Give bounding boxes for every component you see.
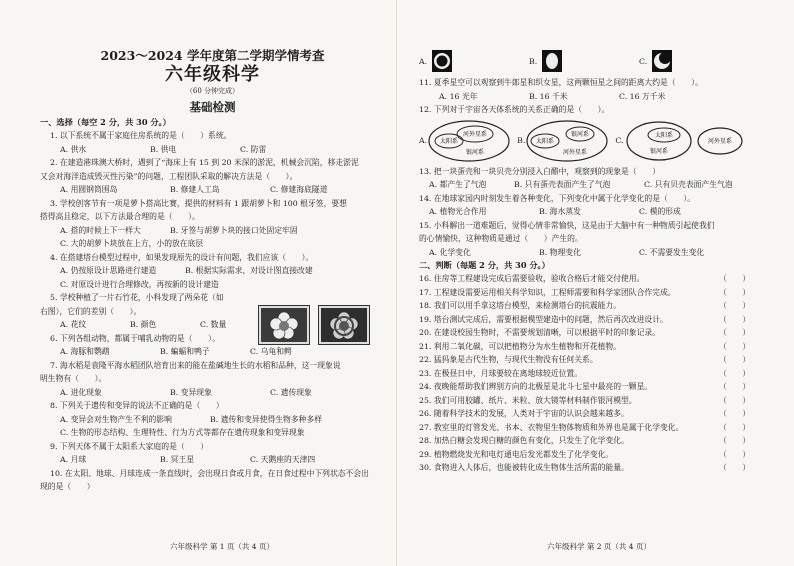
q12c-solar-label: 太阳系 (654, 131, 673, 139)
judge-27-text: 27. 教室里的灯管发光、书本、衣物里生物体物质和外界也是属于化学变化。 (419, 422, 684, 432)
question-6: 6. 下列各组动物，都属于哺乳动物的是（ ）。 (50, 333, 220, 343)
q10-option-b-label: B. (529, 56, 538, 66)
judge-23-text: 23. 在极昼日中，月球要较在离地球较近位置。 (419, 368, 583, 378)
judge-item (419, 448, 776, 462)
judge-21-text: 21. 利用二氧化碳，可以把植物分为水生植物和开花植物。 (419, 341, 622, 351)
judge-item (419, 286, 776, 300)
q12-option-b-label: B. (517, 136, 526, 145)
time-note: （60 分钟完成） (185, 87, 240, 95)
q5-option-b: B. 颜色 (130, 320, 157, 329)
judge-item (419, 340, 776, 354)
q12a-milky-label: 银河系 (466, 148, 485, 156)
question-9-options (40, 453, 385, 467)
question-10-line2: 现的是（ ） (40, 482, 95, 491)
page-footer-1: 六年级科学 第 1 页（共 4 页） (170, 542, 274, 551)
question-14: 14. 在地球家园内时刻发生着各种变化，下列变化中属于化学变化的是（ ）。 (419, 193, 696, 203)
judge-18-text: 18. 我们可以用手拿这塔台模型，来检测塔台的抗震能力。 (419, 301, 622, 310)
judge-26-text: 26. 随着科学技术的发展，人类对于宇宙的认识会越来越多。 (419, 409, 629, 418)
judge-20-text: 20. 在建设校园生物时，不需要规划清晰，可以根据平时的印象记录。 (419, 328, 660, 337)
judge-29-text: 29. 植物燃烧发光和电灯通电后发光都发生了化学变化。 (419, 449, 614, 459)
q9-option-b: B. 冥王星 (160, 455, 195, 464)
question-4-options-ab (40, 264, 385, 278)
q12b-milky-label: 银河系 (571, 130, 590, 138)
q2-option-a: A. 用圆钢筒围岛 (60, 185, 118, 194)
q12-option-b (517, 119, 609, 163)
q11-option-b: B. 16 千米 (529, 91, 568, 101)
judge-list (419, 272, 776, 475)
q14-option-a: A. 植物光合作用 (429, 207, 487, 216)
judge-item (419, 353, 776, 367)
q4-option-a: A. 仍按原设计思路进行建造 (60, 266, 157, 275)
q12a-solar-label: 太阳系 (440, 137, 459, 145)
q6-option-a: A. 海豚和鹦鹉 (60, 347, 110, 356)
question-12: 12. 下列对于宇宙各天体系统的关系正确的是（ ）。 (419, 105, 610, 114)
q1-option-a: A. 供水 (60, 144, 87, 154)
q8-option-c: C. 生物的形态结构、生理特性、行为方式等都存在遗传现象和变异现象 (60, 428, 305, 437)
q1-option-c: C. 防雷 (240, 144, 267, 154)
q3-option-c: C. 大的胡萝卜块放在上方，小的放在底层 (60, 239, 204, 248)
answer-bracket[interactable]: （ ） (719, 395, 751, 405)
q12c-extra-label: 河外星系 (707, 137, 732, 145)
answer-bracket[interactable]: （ ） (719, 368, 751, 378)
judge-22-text: 22. 猛犸象是古代生物，与现代生物没有任何关系。 (419, 355, 598, 364)
judge-item (419, 367, 776, 381)
answer-bracket[interactable]: （ ） (719, 355, 751, 364)
judge-item (419, 272, 776, 286)
question-11-options (419, 90, 776, 104)
section1-heading: 一、选择（每空 2 分，共 30 分。） (40, 117, 171, 127)
q12-diagram-b (525, 119, 609, 163)
exam-title: 2023～2024 学年度第二学期学情考查 (100, 48, 325, 63)
q15-option-b: B. 物理变化 (539, 247, 581, 257)
question-12-diagrams (419, 117, 776, 165)
q13-option-a: A. 都产生了气泡 (429, 180, 487, 189)
q14-option-b: B. 海水蒸发 (539, 207, 581, 216)
q13-option-c: C. 只有贝壳表面产生气泡 (644, 180, 733, 189)
judge-item (419, 299, 776, 313)
question-4: 4. 在搭建塔台模型过程中，如果发现原先的设计有问题，我们应该（ ）。 (50, 252, 314, 262)
q2-option-c: C. 修建海底隧道 (270, 185, 328, 194)
q12-option-a (419, 119, 511, 163)
judge-30-text: 30. 食物进入人体后，也能被转化成生物体生活所需的能量。 (419, 463, 629, 472)
answer-bracket[interactable]: （ ） (719, 382, 751, 391)
q7-option-c: C. 遗传现象 (270, 387, 312, 397)
question-15-line1: 15. 小科解出一道难题后，觉得心情非常愉快，这是由于大脑中有一种物质引起使我们 (419, 220, 715, 230)
question-10-options (419, 46, 776, 76)
answer-bracket[interactable]: （ ） (719, 341, 751, 351)
judge-19-text: 19. 塔台测试完成后，需要根据模型建造中的问题，然后再次改进设计。 (419, 314, 668, 324)
question-1-options (40, 143, 385, 157)
dianthus-flower-image-1 (258, 305, 310, 345)
q15-option-c: C. 不需要发生变化 (639, 247, 705, 257)
question-2-options (40, 183, 385, 197)
right-page (397, 0, 794, 566)
question-3-line1: 3. 学校创客节有一项是萝卜搭高比赛，提供的材料有 1 跟胡萝卜和 100 根牙签，要想 (50, 198, 347, 208)
question-8-options-ab (40, 413, 385, 427)
q7-option-a: A. 进化现象 (60, 387, 102, 397)
q8-option-b: B. 遗传和变异使得生物多种多样 (210, 414, 323, 424)
q12-option-c (615, 119, 743, 163)
judge-item (419, 326, 776, 340)
flower-images (258, 305, 370, 345)
q9-option-a: A. 月球 (60, 455, 87, 464)
answer-bracket[interactable]: （ ） (719, 274, 751, 283)
question-1: 1. 以下系统不属于家庭住房系统的是（ ）系统。 (50, 131, 232, 140)
q12-diagram-a (427, 119, 511, 163)
question-2-line1: 2. 在建造港珠澳大桥时，遇到了“海床上有 15 到 20 米深的淤泥，机械会沉陷，移走淤泥 (50, 158, 359, 167)
page-footer-2: 六年级科学 第 2 页（共 4 页） (547, 542, 651, 551)
q8-option-a: A. 变异会对生物产生不利的影响 (60, 414, 172, 424)
q11-option-c: C. 16 万千米 (619, 91, 666, 101)
question-11: 11. 夏季星空可以观察到牛郎星和织女星，这两颗恒星之间的距离大约是（ ）。 (419, 78, 703, 87)
q12c-milky-label: 银河系 (649, 147, 668, 155)
q12b-solar-label: 太阳系 (536, 137, 555, 145)
eclipse-crescent-icon (542, 50, 562, 72)
answer-bracket[interactable]: （ ） (719, 422, 751, 432)
dianthus-flower-image-2 (318, 305, 370, 345)
q4-option-b: B. 根据实际需求，对设计图直接改建 (185, 266, 313, 275)
question-7-line2: 明生物有（ ）。 (40, 374, 107, 383)
judge-item (419, 394, 776, 408)
judge-item (419, 461, 776, 475)
exam-subject: 六年级科学 (165, 64, 260, 85)
q10-option-a-label: A. (419, 56, 428, 66)
question-13: 13. 把一块蛋壳和一块贝壳分别浸入白醋中，观察到的现象是（ ） (419, 166, 660, 176)
section2-heading: 二、判断（每题 2 分，共 30 分。） (419, 260, 550, 270)
question-10-line1: 10. 在太阳、地球、月球连成一条直线时，会出现日食或月食，在日食过程中下列状态不会出 (50, 468, 369, 478)
answer-bracket[interactable]: （ ） (719, 328, 751, 337)
eclipse-partial-icon (652, 50, 672, 72)
q12b-extra-label: 河外星系 (563, 148, 588, 156)
judge-item (419, 421, 776, 435)
question-5-line2: 右图），它们的差别（ ）。 (40, 306, 142, 316)
q12-diagram-c (624, 119, 744, 163)
question-6-options (40, 345, 385, 359)
question-14-options (419, 205, 776, 219)
judge-24-text: 24. 夜晚能帮助我们辨别方向的北极星是北斗七星中最亮的一颗星。 (419, 382, 653, 391)
judge-17-text: 17. 工程建设需要运用相关科学知识，工程师需要和科学家团队合作完成。 (419, 287, 676, 297)
question-13-options (419, 178, 776, 192)
eclipse-ring-icon (432, 50, 452, 72)
q1-option-b: B. 供电 (150, 144, 177, 154)
judge-item (419, 407, 776, 421)
q12a-extra-label: 河外星系 (463, 130, 488, 138)
q13-option-b: B. 只有蛋壳表面产生了气泡 (514, 180, 611, 189)
q5-option-a: A. 花纹 (60, 320, 87, 329)
q12-option-a-label: A. (419, 136, 428, 145)
answer-bracket[interactable]: （ ） (719, 287, 751, 297)
q10-option-b (529, 50, 639, 72)
answer-bracket[interactable]: （ ） (719, 449, 751, 459)
q3-option-b: B. 牙签与胡萝卜块的接口处固定牢固 (170, 225, 298, 235)
q11-option-a: A. 16 光年 (439, 91, 478, 101)
judge-28-text: 28. 加热白糖会发现白糖的颜色有变化，只发生了化学变化。 (419, 436, 629, 445)
question-3-options-ab (40, 224, 385, 238)
q6-option-c: C. 乌龟和鳄 (250, 347, 292, 356)
q3-option-a: A. 搭的时候上下一样大 (60, 225, 141, 235)
q12-option-c-label: C. (615, 136, 624, 145)
q4-option-c: C. 对原设计进行合理修改，再按新的设计建造 (60, 279, 219, 289)
q10-option-c-label: C. (639, 56, 648, 66)
q5-option-c: C. 数量 (200, 320, 227, 329)
question-15-options (419, 246, 776, 260)
answer-bracket[interactable]: （ ） (719, 301, 751, 310)
q7-option-b: B. 变异现象 (170, 387, 212, 397)
question-7-line1: 7. 海水稻是袁隆平海水稻团队培育出来的能在盐碱地生长的水稻和品种，这一现象说 (50, 360, 341, 370)
judge-25-text: 25. 我们可用胶罐、纸片、米粒、放大镜等材料制作银河模型。 (419, 395, 637, 405)
judge-item (419, 380, 776, 394)
question-15-line2: 的心情愉快，这种物质是通过（ ）产生的。 (419, 234, 583, 243)
question-5-line1: 5. 学校种植了一片石竹花，小科发现了两朵花（如 (50, 293, 224, 302)
question-9: 9. 下列天体不属于太阳系大家庭的是（ ） (50, 441, 209, 451)
question-8: 8. 下列关于遗传和变异的说法不正确的是（ ） (50, 401, 224, 410)
answer-bracket[interactable]: （ ） (719, 314, 751, 324)
basic-title: 基础检测 (189, 100, 236, 114)
q15-option-a: A. 化学变化 (429, 247, 471, 257)
judge-item (419, 434, 776, 448)
q14-option-c: C. 模的形成 (639, 207, 681, 216)
judge-item (419, 313, 776, 327)
judge-16-text: 16. 住房等工程建设完成后需要验收，验收合格后才能交付使用。 (419, 274, 645, 283)
question-7-options (40, 386, 385, 400)
answer-bracket[interactable]: （ ） (719, 409, 751, 418)
answer-bracket[interactable]: （ ） (719, 436, 751, 445)
q6-option-b: B. 蝙蝠和鸭子 (160, 347, 210, 356)
question-2-line2: 又会对海洋造成毁灭性污染”的问题，工程团队采取的解决方法是（ ）。 (40, 171, 298, 181)
q10-option-a (419, 50, 529, 72)
q2-option-b: B. 修建人工岛 (170, 185, 220, 194)
q10-option-c (639, 50, 749, 72)
answer-bracket[interactable]: （ ） (719, 463, 751, 472)
question-3-line2: 搭得高且稳定，以下方法最合理的是（ ）。 (40, 212, 200, 221)
q9-option-c: C. 天鹅座的天津四 (250, 455, 316, 464)
